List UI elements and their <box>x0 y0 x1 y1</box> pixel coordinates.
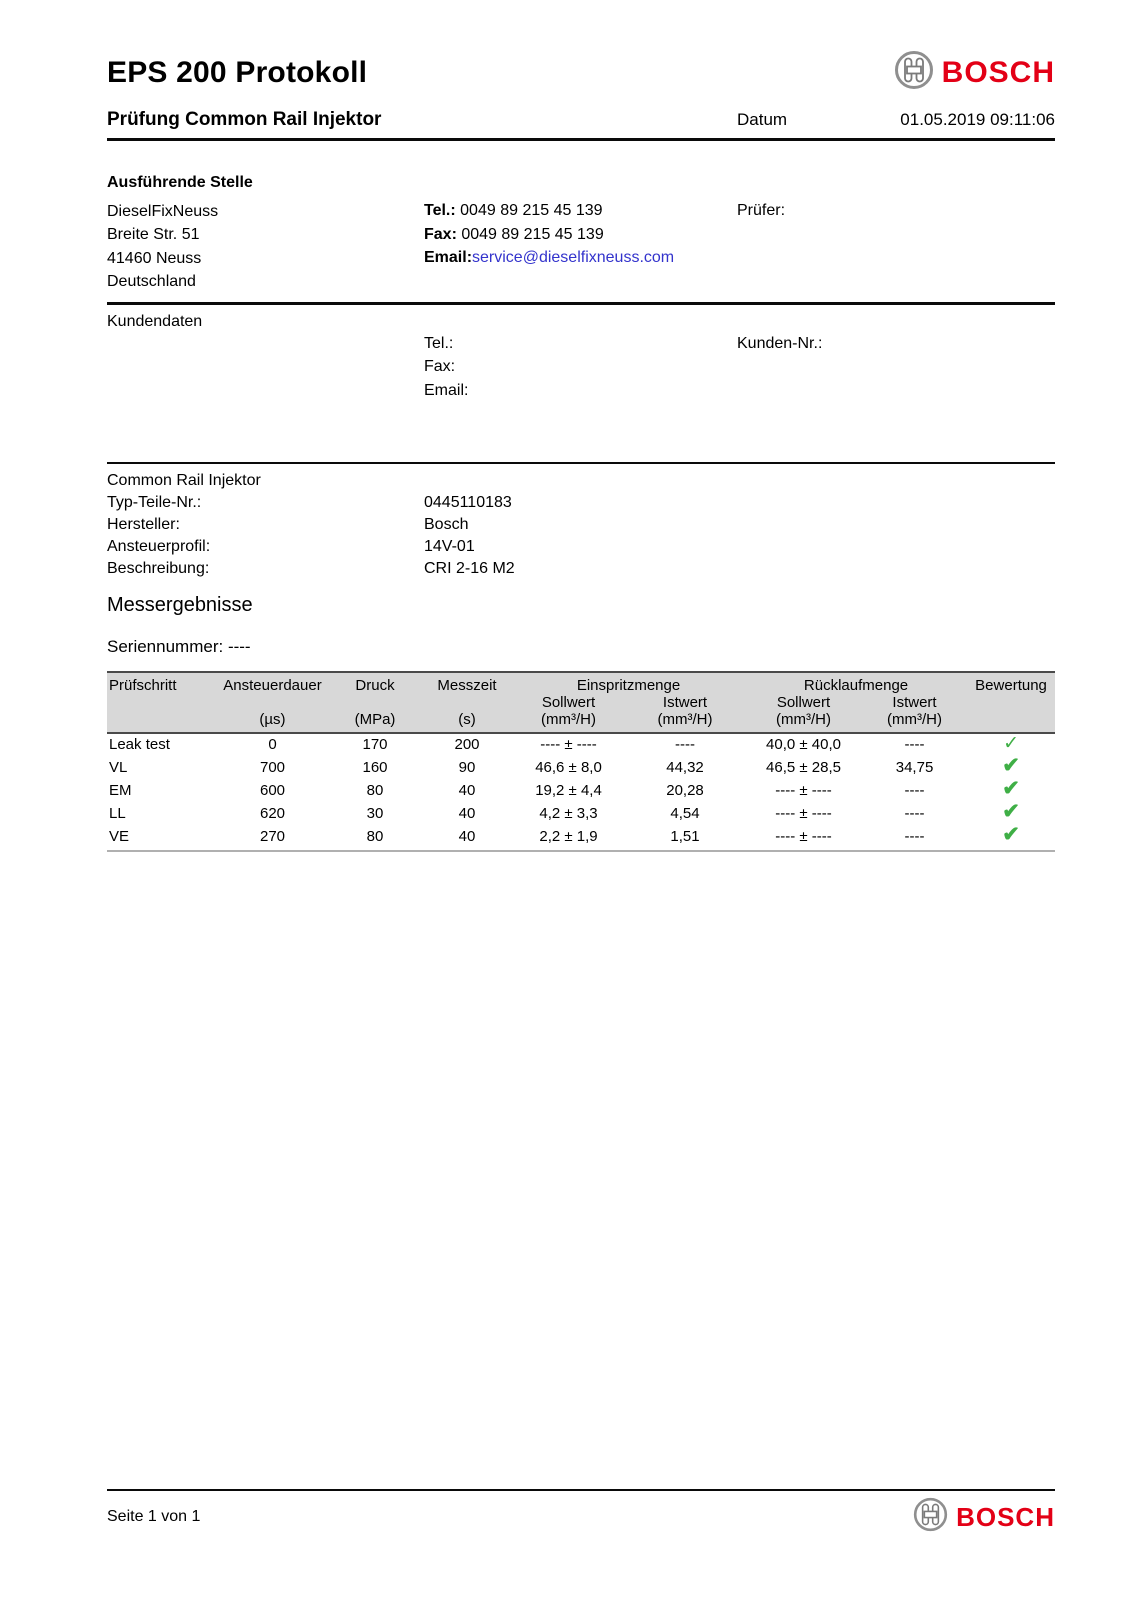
cell-einspritz-istwert: ---- <box>675 736 695 753</box>
results-table-body <box>107 733 1055 851</box>
cell-einspritz-sollwert: 46,6 ± 8,0 <box>535 758 602 776</box>
cell-bewertung <box>967 733 1055 756</box>
tel-value: 0049 89 215 45 139 <box>460 202 603 219</box>
table-row <box>107 825 1055 851</box>
cell-ruecklauf-istwert: 34,75 <box>895 758 934 776</box>
field-label: Typ-Teile-Nr.: <box>107 494 202 511</box>
workshop-street: Breite Str. 51 <box>107 226 200 243</box>
cell-ruecklauf-istwert: ---- <box>904 804 925 822</box>
cell-bewertung <box>967 802 1055 825</box>
header <box>107 50 1055 95</box>
email-label: Email: <box>424 249 473 266</box>
workshop-address <box>107 171 424 294</box>
examiner-label: Prüfer: <box>737 202 786 219</box>
cell-ruecklauf-sollwert: ---- ± ---- <box>745 825 862 851</box>
serial-value: ---- <box>227 637 251 656</box>
cell-ruecklauf-istwert: ---- <box>904 781 925 799</box>
field-value: Bosch <box>424 516 469 533</box>
customer-contact <box>424 310 737 403</box>
customer-heading-col <box>107 310 424 403</box>
col-ruecklauf-istwert: Istwert <box>892 694 937 711</box>
unit-s: (s) <box>422 711 512 733</box>
customer-heading: Kundendaten <box>107 312 203 330</box>
fax-label: Fax: <box>424 225 457 243</box>
cell-ruecklauf-sollwert: 46,5 ± 28,5 <box>766 758 841 776</box>
results-table-header <box>107 672 1055 733</box>
cell-bewertung <box>967 825 1055 851</box>
workshop-name: DieselFixNeuss <box>107 202 219 220</box>
cell-einspritz-sollwert: ---- ± ---- <box>540 736 597 753</box>
bosch-wordmark: BOSCH <box>956 1501 1055 1532</box>
cell-bewertung <box>967 779 1055 802</box>
page-title: EPS 200 Protokoll <box>107 55 368 89</box>
workshop-country: Deutschland <box>107 273 196 290</box>
cell-bewertung <box>967 756 1055 779</box>
date-group <box>737 110 1055 130</box>
cell-messzeit: 40 <box>458 804 476 822</box>
col-druck: Druck <box>328 672 422 694</box>
field-value: 14V-01 <box>424 538 475 555</box>
workshop-contact <box>424 171 737 294</box>
cell-messzeit: 90 <box>458 758 476 776</box>
col-bewertung: Bewertung <box>967 672 1055 694</box>
cell-einspritz-istwert: 20,28 <box>666 781 704 799</box>
cell-druck: 80 <box>366 781 384 799</box>
unit-mpa: (MPa) <box>328 711 422 733</box>
table-row <box>107 779 1055 802</box>
cell-ruecklauf-sollwert: ---- ± ---- <box>775 781 832 799</box>
workshop-section <box>107 141 1055 302</box>
injector-heading: Common Rail Injektor <box>107 472 261 489</box>
cell-ruecklauf-sollwert: 40,0 ± 40,0 <box>766 736 841 753</box>
customer-fax-label: Fax: <box>424 358 456 375</box>
cell-ruecklauf-sollwert: ---- ± ---- <box>775 804 832 822</box>
col-ansteuerdauer: Ansteuerdauer <box>217 672 328 694</box>
cell-pruefschritt: EM <box>109 781 132 799</box>
examiner-block <box>737 171 1055 294</box>
cell-einspritz-istwert: 1,51 <box>625 825 745 851</box>
cell-einspritz-sollwert: 2,2 ± 1,9 <box>512 825 625 851</box>
injector-section <box>107 464 1055 580</box>
workshop-email <box>424 246 737 270</box>
field-label: Hersteller: <box>107 516 180 533</box>
cell-pruefschritt: Leak test <box>109 736 170 753</box>
cell-druck: 80 <box>328 825 422 851</box>
workshop-city: 41460 Neuss <box>107 249 202 267</box>
workshop-heading: Ausführende Stelle <box>107 174 253 191</box>
customer-number-label: Kunden-Nr.: <box>737 334 823 352</box>
unit-mm3h: (mm³/H) <box>862 711 967 733</box>
bosch-logo-footer <box>913 1497 1055 1537</box>
bosch-armature-icon <box>913 1497 948 1537</box>
bosch-logo <box>894 50 1055 95</box>
cell-einspritz-sollwert: 4,2 ± 3,3 <box>539 804 598 822</box>
cell-ruecklauf-istwert: ---- <box>904 736 925 753</box>
cell-druck: 170 <box>362 736 388 753</box>
customer-number-block <box>737 310 1055 403</box>
footer <box>107 1489 1055 1537</box>
cell-ansteuerdauer: 270 <box>217 825 328 851</box>
cell-ansteuerdauer: 620 <box>259 804 286 822</box>
tel-label: Tel.: <box>424 202 456 219</box>
results-table <box>107 671 1055 852</box>
email-link[interactable]: service@dieselfixneuss.com <box>472 249 675 266</box>
workshop-tel <box>424 199 737 223</box>
bosch-armature-icon <box>894 50 934 95</box>
cell-einspritz-sollwert: 19,2 ± 4,4 <box>535 781 602 799</box>
bosch-wordmark: BOSCH <box>941 55 1055 89</box>
table-row <box>107 756 1055 779</box>
pass-check-icon: ✓ <box>1003 733 1019 754</box>
cell-messzeit: 200 <box>454 736 480 753</box>
cell-ansteuerdauer: 0 <box>268 736 277 753</box>
page-number: Seite 1 von 1 <box>107 1508 201 1525</box>
pass-check-icon: ✔ <box>1002 777 1020 800</box>
col-einspritz-istwert: Istwert <box>662 694 708 711</box>
workshop-fax <box>424 223 737 247</box>
customer-tel-label: Tel.: <box>424 334 454 352</box>
cell-einspritz-istwert: 44,32 <box>666 758 704 776</box>
cell-messzeit: 40 <box>422 825 512 851</box>
field-value: 0445110183 <box>424 494 512 511</box>
serial-label: Seriennummer: <box>107 637 224 656</box>
doc-subtitle: Prüfung Common Rail Injektor <box>107 109 382 130</box>
cell-ansteuerdauer: 600 <box>259 781 286 799</box>
field-label: Ansteuerprofil: <box>107 538 211 555</box>
cell-ansteuerdauer: 700 <box>259 758 286 776</box>
unit-mm3h: (mm³/H) <box>745 711 862 733</box>
customer-section <box>107 305 1055 463</box>
cell-pruefschritt: LL <box>109 804 126 822</box>
cell-messzeit: 40 <box>458 781 476 799</box>
fax-value: 0049 89 215 45 139 <box>461 225 604 243</box>
cell-ruecklauf-istwert: ---- <box>862 825 967 851</box>
col-messzeit: Messzeit <box>422 672 512 694</box>
field-label: Beschreibung: <box>107 560 210 577</box>
field-value: CRI 2-16 M2 <box>424 560 515 577</box>
cell-einspritz-istwert: 4,54 <box>670 804 700 822</box>
date-value: 01.05.2019 09:11:06 <box>900 110 1055 129</box>
cell-druck: 160 <box>362 758 388 776</box>
injector-field-row <box>107 536 1055 558</box>
cell-druck: 30 <box>366 804 384 822</box>
injector-field-row <box>107 492 1055 514</box>
unit-us: (µs) <box>217 711 328 733</box>
unit-mm3h: (mm³/H) <box>625 711 745 733</box>
cell-pruefschritt: VE <box>107 825 217 851</box>
injector-field-row <box>107 558 1055 580</box>
results-heading: Messergebnisse <box>107 594 253 616</box>
pass-check-icon: ✔ <box>1002 823 1020 846</box>
injector-field-row <box>107 514 1055 536</box>
col-group-einspritzmenge: Einspritzmenge <box>512 672 745 694</box>
col-pruefschritt: Prüfschritt <box>107 672 217 694</box>
date-label: Datum <box>737 110 788 129</box>
pass-check-icon: ✔ <box>1002 754 1020 777</box>
table-row <box>107 802 1055 825</box>
table-row <box>107 733 1055 756</box>
cell-pruefschritt: VL <box>109 758 128 776</box>
customer-email-label: Email: <box>424 381 469 399</box>
col-ruecklauf-sollwert: Sollwert <box>776 694 831 711</box>
col-einspritz-sollwert: Sollwert <box>541 694 596 711</box>
unit-mm3h: (mm³/H) <box>512 711 625 733</box>
col-group-ruecklaufmenge: Rücklaufmenge <box>745 672 967 694</box>
subtitle-row <box>107 109 1055 131</box>
serial-number-line <box>107 637 1055 657</box>
pass-check-icon: ✔ <box>1002 800 1020 823</box>
